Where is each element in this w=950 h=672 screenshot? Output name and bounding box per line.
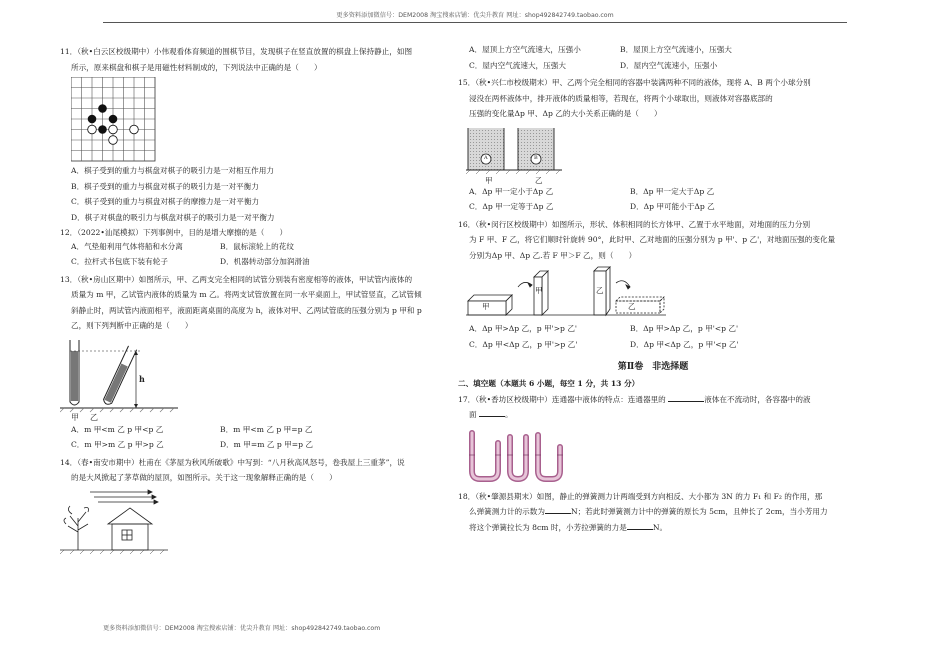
q12-option-d: D．机器转动部分加润滑油 <box>220 257 310 266</box>
q17-text-2b: 。 <box>505 410 513 419</box>
q12-option-b: B．鼠标滚轮上的花纹 <box>220 241 294 251</box>
q16-block-yi-rotated-label: 乙 <box>628 302 636 311</box>
q12-option-a: A．气垫船利用气体将船和水分离 <box>71 241 183 251</box>
header-divider <box>103 22 847 23</box>
q18-line-1: 18．（秋•肇源县期末）如图，静止的弹簧测力计两端受到方向相反、大小都为 3N 的力 F₁ 和 F₂ 的作用，那 <box>458 491 823 501</box>
q13-height-label: h <box>139 373 145 384</box>
u-tubes-icon <box>466 425 576 487</box>
q16-line-1: 16．（秋•闵行区校级期中）如图所示，形状、体积相同的长方体甲、乙置于水平地面，对地面的压力分别 <box>458 219 811 229</box>
q15-option-d: D．Δp 甲可能小于Δp 乙 <box>630 202 715 211</box>
q16-block-yi-label: 乙 <box>596 286 604 295</box>
q11-option-b: B．棋子受到的重力与棋盘对棋子的吸引力是一对平衡力 <box>71 181 259 191</box>
right-column <box>458 44 848 535</box>
q11-option-c: C．棋子受到的重力与棋盘对棋子的摩擦力是一对平衡力 <box>71 197 260 206</box>
q14-option-c: C．屋内空气流速大，压强大 <box>469 60 566 70</box>
q13-line-3: 斜静止时，两试管内液面相平，液面距离桌面的高度为 h，液体对甲、乙两试管底的压强分别为 p 甲和 p <box>71 305 422 315</box>
q13-options-row-2 <box>60 439 450 455</box>
q13-option-d: D．m 甲=m 乙 p 甲=p 乙 <box>220 440 313 449</box>
go-board-icon <box>71 77 171 163</box>
q12-options-row-1 <box>60 241 450 257</box>
q15-ball-b-label: B <box>534 154 538 161</box>
page-footer: 更多资料添加微信号：DEM2008 淘宝搜索店铺：优尖升教育 网址：shop492842749.taobao.com <box>103 625 381 632</box>
q15-options-row-2 <box>458 201 848 217</box>
q14-line-2: 的是大风掀起了茅草做的屋顶，如图所示。关于这一现象解释正确的是（ ） <box>71 473 337 482</box>
q11-option-a: A．棋子受到的重力与棋盘对棋子的吸引力是一对相互作用力 <box>71 166 274 175</box>
q14-option-d: D．屋内空气流速小，压强小 <box>620 60 718 70</box>
q16-option-a: A．Δp 甲>Δp 乙，p 甲'>p 乙' <box>469 324 578 333</box>
q17-blank-1 <box>668 393 704 402</box>
q13-option-c: C．m 甲>m 乙 p 甲>p 乙 <box>71 440 164 449</box>
q15-line-3: 压强的变化量Δp 甲、Δp 乙的大小关系正确的是（ ） <box>469 109 662 118</box>
q16-options-row-2 <box>458 339 848 355</box>
q15-ball-a-label: A <box>484 154 488 161</box>
q13-options-row-1 <box>60 424 450 440</box>
q17-connected-vessels-figure <box>458 423 848 489</box>
q15-line-2: 浸没在两杯液体中，排开液体的质量相等，若现在，将两个小球取出，则液体对容器底部的 <box>469 93 773 103</box>
q14-option-a: A．屋顶上方空气流速大，压强小 <box>469 45 581 54</box>
left-column <box>60 44 450 556</box>
q14-options-row-1 <box>458 44 848 60</box>
q13-line-1: 13．（秋•房山区期中）如图所示，甲、乙两支完全相同的试管分别装有密度相等的液体，甲试管内液体的 <box>60 274 413 284</box>
page-header: 更多资料添加微信号：DEM2008 淘宝搜索店铺：优尖升教育 网址：shop492842749.taobao.com <box>336 12 614 19</box>
q18-blank-2 <box>627 521 653 530</box>
containers-icon <box>466 126 576 178</box>
q13-line-2: 质量为 m 甲，乙试管内液体的质量为 m 乙。将两支试管放置在同一水平桌面上，甲试管竖直，乙试管倾 <box>71 290 422 299</box>
q15-line-1: 15．（秋•兴仁市校级期末）甲、乙两个完全相同的容器中装满两种不同的液体，现将 A、B 两个小球分别 <box>458 78 811 87</box>
q16-option-b: B．Δp 甲>Δp 乙，p 甲'<p 乙' <box>630 324 739 333</box>
q15-option-c: C．Δp 甲一定等于Δp 乙 <box>469 202 554 211</box>
q13-test-tube-figure <box>60 334 450 424</box>
q17-text-2a: 面 <box>469 410 477 419</box>
q17-blank-2 <box>479 408 505 417</box>
q15-container-yi-label: 乙 <box>535 175 543 185</box>
q16-options-row-1 <box>458 323 848 339</box>
q15-container-jia-label: 甲 <box>485 175 493 185</box>
q14-line-1: 14．（春•南安市期中）杜甫在《茅屋为秋风所破歌》中写到：“八月秋高风怒号，卷我屋上三重茅”，说 <box>60 457 405 467</box>
q13-tube-yi-label: 乙 <box>90 412 98 422</box>
q13-tube-jia-label: 甲 <box>71 412 79 422</box>
q11-go-board-figure <box>60 75 450 163</box>
q18-text-2b: N；若此时弹簧测力计中的弹簧的原长为 5cm，且伸长了 2cm，当小芳用力 <box>570 507 828 516</box>
q12-options-row-2 <box>60 256 450 272</box>
q18-blank-1 <box>545 505 571 514</box>
q13-option-a: A．m 甲<m 乙 p 甲<p 乙 <box>71 424 164 434</box>
q18-line-2 <box>458 504 848 520</box>
q18-line-3 <box>458 520 848 536</box>
q13-option-b: B．m 甲<m 乙 p 甲=p 乙 <box>220 424 313 434</box>
q15-containers-figure <box>458 122 848 186</box>
q16-blocks-figure <box>458 263 848 323</box>
q17-line-2 <box>458 407 848 423</box>
q12-line: 12．（2022•汕尾模拟）下列事例中，目的是增大摩擦的是（ ） <box>60 228 288 237</box>
q18-text-2a: 么弹簧测力计的示数为 <box>469 507 545 516</box>
q16-block-jia-rotated-label: 甲 <box>535 286 543 295</box>
q13-line-4: 乙，则下列判断中正确的是（ ） <box>71 321 193 330</box>
q17-text-1b: 液体在不流动时，各容器中的液 <box>704 394 811 404</box>
q14-option-b: B．屋顶上方空气流速小，压强大 <box>620 45 732 54</box>
q18-text-3b: N。 <box>652 522 668 532</box>
q17-line-1 <box>458 392 848 408</box>
q17-text-1a: 17．（秋•香坊区校级期中）连通器中液体的特点：连通器里的 <box>458 394 666 404</box>
q15-option-a: A．Δp 甲一定小于Δp 乙 <box>469 186 554 196</box>
q12-option-c: C．拉杆式书包底下装有轮子 <box>71 257 168 266</box>
q15-option-b: B．Δp 甲一定大于Δp 乙 <box>630 186 715 196</box>
q11-option-d: D．棋子对棋盘的吸引力与棋盘对棋子的吸引力是一对平衡力 <box>71 212 275 222</box>
q16-option-d: D．Δp 甲<Δp 乙，p 甲'<p 乙' <box>630 339 739 349</box>
test-tubes-icon <box>60 334 180 424</box>
q18-text-3a: 将这个弹簧拉长为 8cm 时，小芳拉弹簧的力是 <box>469 522 627 532</box>
q15-options-row-1 <box>458 186 848 202</box>
q16-line-2: 为 F 甲、F 乙，将它们顺时针旋转 90°，此时甲、乙对地面的压强分别为 p 甲'、p 乙'，对地面压强的变化量 <box>469 235 836 244</box>
q16-line-3: 分别为Δp 甲、Δp 乙.若 F 甲＞F 乙，则（ ） <box>469 250 637 260</box>
q14-options-row-2 <box>458 60 848 76</box>
q16-block-jia-label: 甲 <box>482 302 490 311</box>
q14-house-wind-figure <box>60 486 450 556</box>
rotating-blocks-icon <box>466 265 666 323</box>
section-2-title: 第Ⅱ卷 非选择题 <box>617 362 689 372</box>
q16-option-c: C．Δp 甲<Δp 乙，p 甲'>p 乙' <box>469 339 578 349</box>
q11-line-2: 所示，原来棋盘和棋子是用磁性材料制成的，下列说法中正确的是（ ） <box>71 62 322 72</box>
house-wind-icon <box>60 486 170 554</box>
section-2-instruction: 二、填空题（本题共 6 小题，每空 1 分，共 13 分） <box>458 379 640 388</box>
q11-line-1: 11．（秋•白云区校级期中）小伟观看体育频道的围棋节目，发现棋子在竖直放置的棋盘上保持静止，如图 <box>60 47 413 56</box>
